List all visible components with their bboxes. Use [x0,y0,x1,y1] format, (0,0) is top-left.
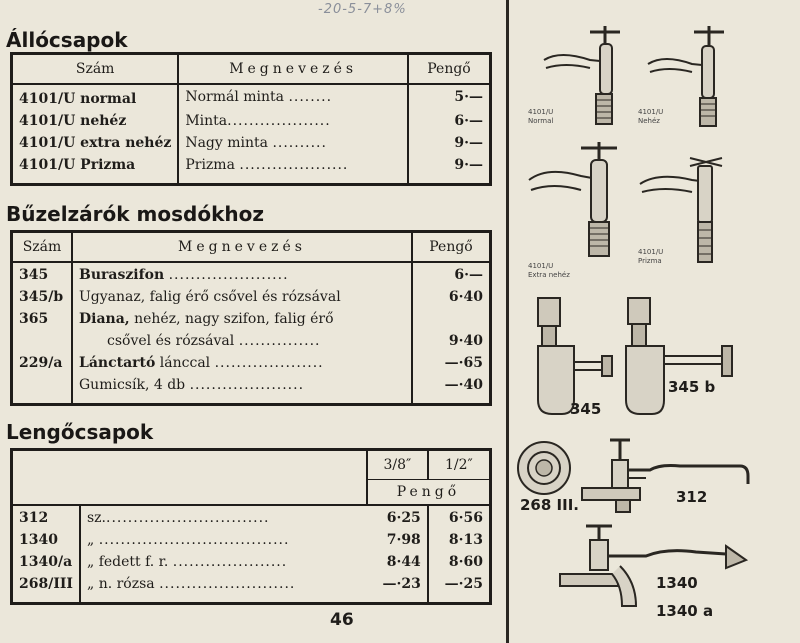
table-row: 4101/U extra nehéz Nagy minta .......... 9·— [12,135,491,157]
label-268-iii: 268 III. [520,496,579,514]
page-number: 46 [330,610,354,630]
table-row: 365 Diana, nehéz, nagy szifon, falig érő [12,311,491,333]
label-4101u-prizma: 4101/U Prizma [638,248,664,265]
table-row: 4101/U normal Normál minta ........ 5·— [12,84,491,113]
table-row: 345 Buraszifon ...................... 6·— [12,262,491,289]
table-row: 312 sz............................... 6·25 6·56 [12,505,491,532]
allocsapok-table [10,52,492,186]
label-312: 312 [676,488,708,506]
col-header-megnevezes: Megnevezés [178,54,408,85]
table-row: 4101/U Prizma Prizma .................... 9·— [12,157,491,185]
faucet-extra-illustration [525,140,630,265]
faucet-312-illustration [580,436,755,516]
size-header-3-8: 3/8″ [367,450,428,480]
label-1340: 1340 [656,574,698,592]
col-header-megnevezes: Megnevezés [72,232,412,263]
handwritten-note: -20-5-7+8% [318,2,407,17]
column-divider [506,0,509,643]
table-row: 345/b Ugyanaz, falig érő csővel és rózsával 6·40 [12,289,491,311]
table-row: 229/a Lánctartó lánccal .................... —·65 [12,355,491,377]
col-header-pengo: Pengő [412,232,491,263]
section-title-allocsapok: Állócsapok [6,28,128,52]
rosette-268-illustration [516,440,576,496]
table-row: 268/III „ n. rózsa ......................... —·23 —·25 [12,576,491,604]
currency-header: Pengő [367,480,491,506]
label-1340a: 1340 a [656,602,714,620]
label-4101u-normal: 4101/U Normal [528,108,554,125]
section-title-lengocsapok: Lengőcsapok [6,420,154,444]
faucet-normal-illustration [540,20,640,130]
table-row: 1340 „ ................................... 7·98 8·13 [12,532,491,554]
col-header-pengo: Pengő [408,54,491,85]
label-345: 345 [570,400,602,418]
section-title-buzelzarok: Bűzelzárók mosdókhoz [6,202,265,226]
table-row: Gumicsík, 4 db ..................... —·40 [12,377,491,405]
siphon-345b-illustration [622,296,738,418]
table-row: csővel és rózsával ............... 9·40 [12,333,491,355]
size-header-1-2: 1/2″ [428,450,491,480]
label-345b: 345 b [668,378,716,396]
lengocsapok-table [10,448,492,605]
table-row: 4101/U nehéz Minta................... 6·— [12,113,491,135]
label-4101u-extra: 4101/U Extra nehéz [528,262,570,279]
col-header-szam: Szám [12,54,179,85]
table-row: 1340/a „ fedett f. r. ..................... 8·44 8·60 [12,554,491,576]
label-4101u-nehez: 4101/U Nehéz [638,108,664,125]
buzelzarok-table [10,230,492,406]
col-header-szam: Szám [12,232,73,263]
